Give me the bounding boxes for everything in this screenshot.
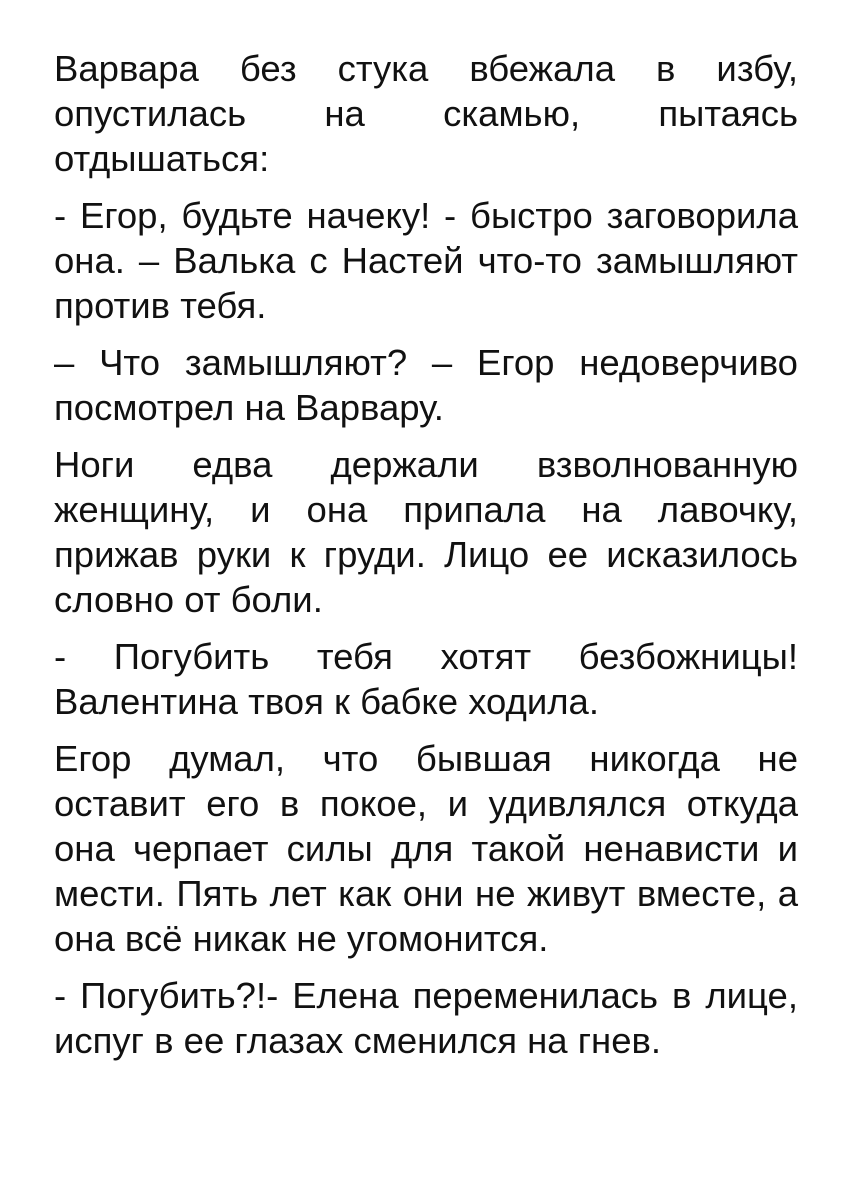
paragraph-7: - Погубить?!- Елена переменилась в лице, испуг в ее глазах сменился на гнев.	[54, 975, 798, 1061]
paragraph-2: - Егор, будьте начеку! - быстро заговорила она. – Валька с Настей что-то замышляют против тебя.	[54, 195, 798, 326]
paragraph-1: Варвара без стука вбежала в избу, опустилась на скамью, пытаясь отдышаться:	[54, 48, 798, 179]
paragraph-5: - Погубить тебя хотят безбожницы! Валентина твоя к бабке ходила.	[54, 636, 798, 722]
paragraph-4: Ноги едва держали взволнованную женщину, и она припала на лавочку, прижав руки к груди. Лицо ее исказилось словно от боли.	[54, 444, 798, 620]
paragraph-6: Егор думал, что бывшая никогда не оставит его в покое, и удивлялся откуда она черпает силы для такой ненависти и мести. Пять лет как они не живут вместе, а она всё никак не угомонится.	[54, 738, 798, 959]
document-page	[54, 46, 798, 1075]
paragraph-3: – Что замышляют? – Егор недоверчиво посмотрел на Варвару.	[54, 342, 798, 428]
